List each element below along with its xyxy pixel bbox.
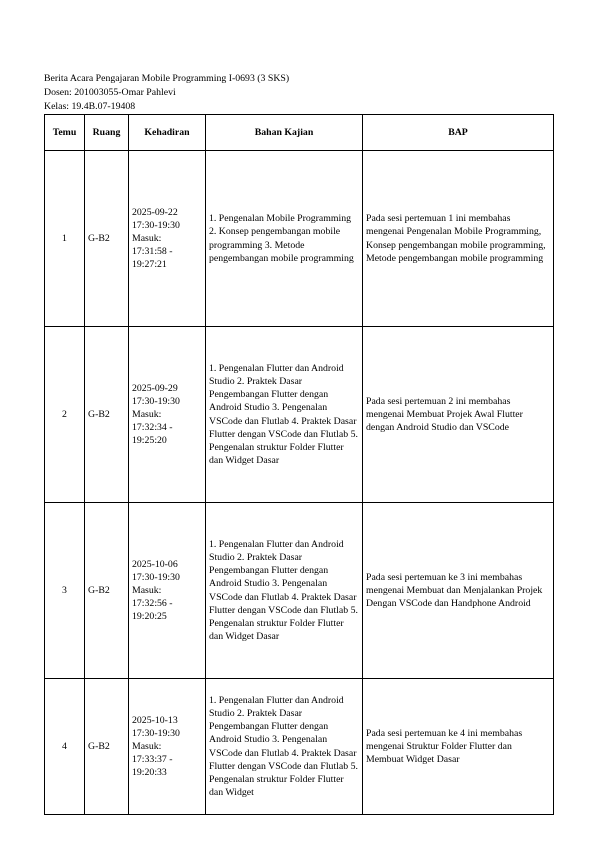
kehadiran-text: 2025-10-06 17:30-19:30 Masuk: 17:32:56 - 19:20:25: [132, 558, 180, 623]
column-header-bap: BAP: [363, 115, 554, 151]
ruang-cell: G-B2: [85, 503, 129, 679]
bap-table: [44, 114, 554, 815]
kehadiran-cell: [129, 327, 206, 503]
column-header-kehadiran: Kehadiran: [129, 115, 206, 151]
temu-cell: 2: [45, 327, 85, 503]
ruang-cell: G-B2: [85, 327, 129, 503]
class-line: Kelas: 19.4B.07-19408: [44, 101, 136, 113]
column-header-ruang: Ruang: [85, 115, 129, 151]
bahan-kajian-cell: 1. Pengenalan Flutter dan Android Studio 2. Praktek Dasar Pengembangan Flutter dengan Android Studio 3. Pengenalan VSCode dan Flutlab 4. Praktek Dasar Flutter dengan VSCode dan Flutlab 5. Pengenalan struktur Folder Flutter dan Widget Dasar: [206, 327, 363, 503]
column-header-bahan-kajian: Bahan Kajian: [206, 115, 363, 151]
kehadiran-text: 2025-10-13 17:30-19:30 Masuk: 17:33:37 - 19:20:33: [132, 714, 180, 779]
kehadiran-text: 2025-09-22 17:30-19:30 Masuk: 17:31:58 - 19:27:21: [132, 206, 180, 271]
kehadiran-cell: [129, 679, 206, 815]
table-header-row: [45, 115, 554, 151]
lecturer-line: Dosen: 201003055-Omar Pahlevi: [44, 87, 176, 99]
document-title: Berita Acara Pengajaran Mobile Programming I-0693 (3 SKS): [44, 73, 290, 84]
bap-cell: Pada sesi pertemuan 1 ini membahas mengenai Pengenalan Mobile Programming, Konsep pengembangan mobile programming, Metode pengembangan mobile programming: [363, 151, 554, 327]
bap-cell: Pada sesi pertemuan ke 4 ini membahas mengenai Struktur Folder Flutter dan Membuat Widget Dasar: [363, 679, 554, 815]
bap-cell: Pada sesi pertemuan ke 3 ini membahas mengenai Membuat dan Menjalankan Projek Dengan VSCode dan Handphone Android: [363, 503, 554, 679]
column-header-temu: Temu: [45, 115, 85, 151]
table-row: [45, 679, 554, 815]
bahan-kajian-cell: 1. Pengenalan Flutter dan Android Studio 2. Praktek Dasar Pengembangan Flutter dengan Android Studio 3. Pengenalan VSCode dan Flutlab 4. Praktek Dasar Flutter dengan VSCode dan Flutlab 5. Pengenalan struktur Folder Flutter dan Widget Dasar: [206, 503, 363, 679]
kehadiran-text: 2025-09-29 17:30-19:30 Masuk: 17:32:34 - 19:25:20: [132, 382, 180, 447]
table-row: [45, 151, 554, 327]
document-header: [44, 72, 289, 115]
bahan-kajian-cell: 1. Pengenalan Mobile Programming 2. Konsep pengembangan mobile programming 3. Metode pengembangan mobile programming: [206, 151, 363, 327]
ruang-cell: G-B2: [85, 151, 129, 327]
temu-cell: 4: [45, 679, 85, 815]
table-row: [45, 503, 554, 679]
temu-cell: 3: [45, 503, 85, 679]
ruang-cell: G-B2: [85, 679, 129, 815]
table-row: [45, 327, 554, 503]
bahan-kajian-text: 1. Pengenalan Flutter dan Android Studio 2. Praktek Dasar Pengembangan Flutter dengan Android Studio 3. Pengenalan VSCode dan Flutlab 4. Praktek Dasar Flutter dengan VSCode dan Flutlab 5. Pengenalan struktur Folder Flutter dan Widget: [209, 695, 358, 798]
kehadiran-cell: [129, 503, 206, 679]
bahan-kajian-cell: [206, 679, 363, 815]
kehadiran-cell: [129, 151, 206, 327]
temu-cell: 1: [45, 151, 85, 327]
bap-cell: Pada sesi pertemuan 2 ini membahas mengenai Membuat Projek Awal Flutter dengan Android Studio dan VSCode: [363, 327, 554, 503]
